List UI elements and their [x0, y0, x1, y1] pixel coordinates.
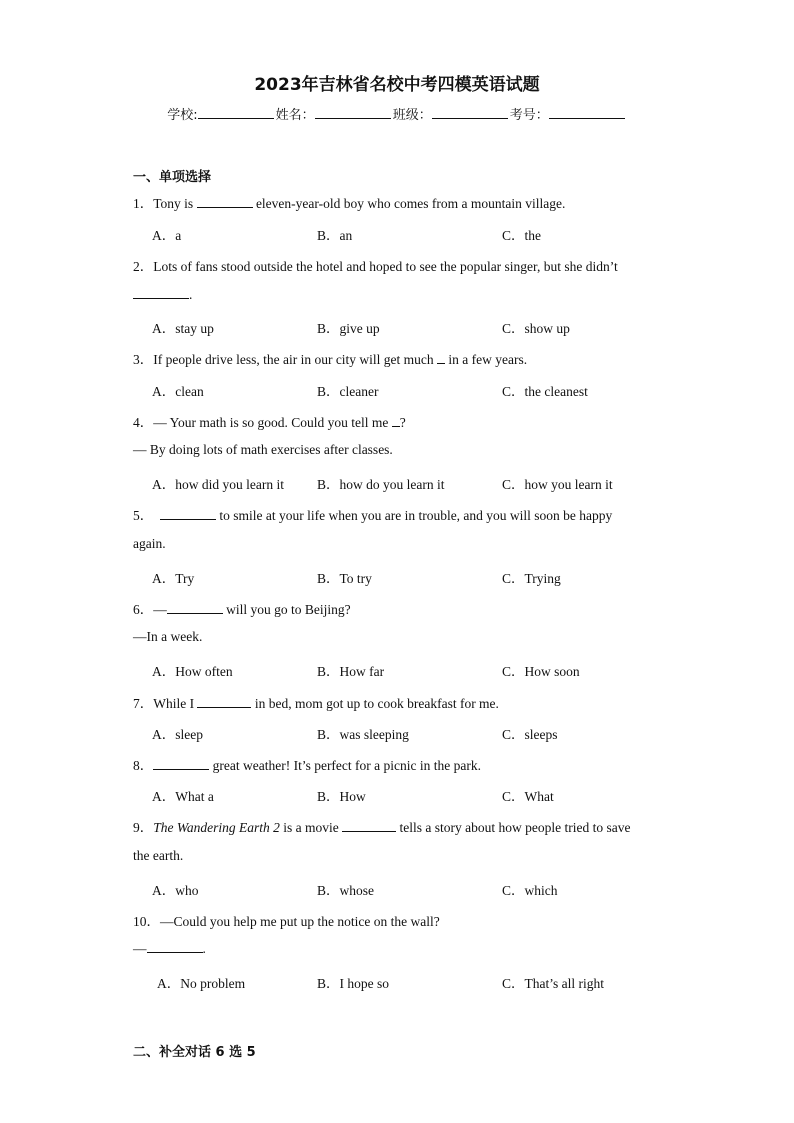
- option-c[interactable]: C．the cleanest: [502, 384, 588, 399]
- question-number: 1．: [133, 196, 154, 211]
- option-b[interactable]: B．how do you learn it: [317, 477, 445, 492]
- question-number: 8．: [133, 758, 154, 773]
- school-label: 学校:: [167, 108, 198, 123]
- option-c[interactable]: C．That’s all right: [502, 976, 604, 991]
- answer-blank: [437, 352, 445, 364]
- answer-blank: [147, 941, 203, 953]
- question-text: to smile at your life when you are in trouble, and you will soon be happy: [216, 508, 613, 523]
- question-text: great weather! It’s perfect for a picnic in the park.: [209, 758, 481, 773]
- name-label: 姓名：: [275, 108, 315, 123]
- answer-blank: [197, 196, 253, 208]
- question-8: [133, 754, 481, 774]
- option-a[interactable]: A．sleep: [152, 727, 203, 742]
- option-a[interactable]: A．how did you learn it: [152, 477, 284, 492]
- option-b[interactable]: B．I hope so: [317, 976, 389, 991]
- section-heading-2: 二、补全对话 6 选 5: [133, 1045, 256, 1060]
- question-9: [133, 816, 630, 836]
- question-2-blank-line: [133, 287, 192, 303]
- question-text: Lots of fans stood outside the hotel and hoped to see the popular singer, but she didn’t: [153, 259, 618, 274]
- question-text: is a movie: [279, 820, 343, 835]
- option-a[interactable]: A．What a: [152, 789, 214, 804]
- name-blank: [315, 106, 391, 119]
- answer-blank: [342, 820, 396, 832]
- question-3: [133, 348, 527, 368]
- option-a[interactable]: A．clean: [152, 384, 204, 399]
- option-b[interactable]: B．was sleeping: [317, 727, 409, 742]
- student-info-line: [0, 104, 794, 123]
- answer-blank: [392, 415, 400, 427]
- option-b[interactable]: B．How far: [317, 664, 385, 679]
- question-text: in a few years.: [445, 352, 528, 367]
- question-number: 9．: [133, 820, 154, 835]
- question-4: [133, 411, 406, 431]
- option-b[interactable]: B．whose: [317, 883, 374, 898]
- option-a[interactable]: A．Try: [152, 571, 195, 586]
- answer-blank: [197, 696, 251, 708]
- question-text: —: [153, 602, 167, 617]
- option-b[interactable]: B．How: [317, 789, 366, 804]
- answer-blank: [133, 287, 189, 299]
- question-number: 5．: [133, 508, 154, 523]
- option-a[interactable]: A．How often: [152, 664, 233, 679]
- question-7: [133, 692, 499, 712]
- option-c[interactable]: C．show up: [502, 321, 570, 336]
- school-blank: [198, 106, 274, 119]
- question-1: [133, 192, 565, 212]
- option-a[interactable]: A．stay up: [152, 321, 214, 336]
- option-c[interactable]: C．how you learn it: [502, 477, 613, 492]
- option-c[interactable]: C．How soon: [502, 664, 580, 679]
- question-text: .: [202, 941, 206, 956]
- option-b[interactable]: B．cleaner: [317, 384, 379, 399]
- option-c[interactable]: C．Trying: [502, 571, 561, 586]
- question-number: 2．: [133, 259, 154, 274]
- section-heading-1: 一、单项选择: [133, 170, 212, 185]
- option-a[interactable]: A．No problem: [157, 976, 246, 991]
- option-c[interactable]: C．the: [502, 228, 541, 243]
- option-c[interactable]: C．sleeps: [502, 727, 558, 742]
- option-b[interactable]: B．To try: [317, 571, 372, 586]
- option-b[interactable]: B．give up: [317, 321, 380, 336]
- question-9-continued: the earth.: [133, 848, 184, 863]
- question-4-answer: — By doing lots of math exercises after classes.: [133, 442, 393, 457]
- class-blank: [432, 106, 508, 119]
- question-text: ?: [399, 415, 406, 430]
- question-number: 7．: [133, 696, 154, 711]
- question-5-continued: again.: [133, 536, 166, 551]
- question-number: 4．: [133, 415, 154, 430]
- option-a[interactable]: A．a: [152, 228, 182, 243]
- question-text: eleven-year-old boy who comes from a mountain village.: [252, 196, 566, 211]
- question-number: 3．: [133, 352, 154, 367]
- movie-title: The Wandering Earth 2: [153, 820, 280, 835]
- option-b[interactable]: B．an: [317, 228, 353, 243]
- question-text: will you go to Beijing?: [222, 602, 351, 617]
- question-text: .: [189, 287, 193, 302]
- question-2: [133, 255, 618, 275]
- answer-blank: [167, 602, 223, 614]
- question-5: [133, 504, 612, 524]
- question-number: 6．: [133, 602, 154, 617]
- question-text: tells a story about how people tried to save: [396, 820, 631, 835]
- page-title: 2023年吉林省名校中考四模英语试题: [254, 75, 540, 95]
- question-text: in bed, mom got up to cook breakfast for me.: [251, 696, 499, 711]
- number-blank: [549, 106, 625, 119]
- answer-blank: [160, 508, 216, 520]
- option-c[interactable]: C．which: [502, 883, 558, 898]
- question-text: Tony is: [153, 196, 197, 211]
- question-text: —Could you help me put up the notice on the wall?: [160, 914, 440, 929]
- question-text: If people drive less, the air in our city will get much: [153, 352, 438, 367]
- question-10-answer: [133, 941, 206, 957]
- class-label: 班级：: [392, 108, 432, 123]
- question-text: —: [133, 941, 147, 956]
- option-c[interactable]: C．What: [502, 789, 554, 804]
- question-number: 10．: [133, 914, 160, 929]
- number-label: 考号：: [509, 108, 549, 123]
- question-6: [133, 598, 351, 618]
- option-a[interactable]: A．who: [152, 883, 199, 898]
- question-text: — Your math is so good. Could you tell me: [153, 415, 392, 430]
- question-6-answer: —In a week.: [133, 629, 203, 644]
- question-text: While I: [153, 696, 198, 711]
- answer-blank: [153, 758, 209, 770]
- question-10: [133, 910, 440, 930]
